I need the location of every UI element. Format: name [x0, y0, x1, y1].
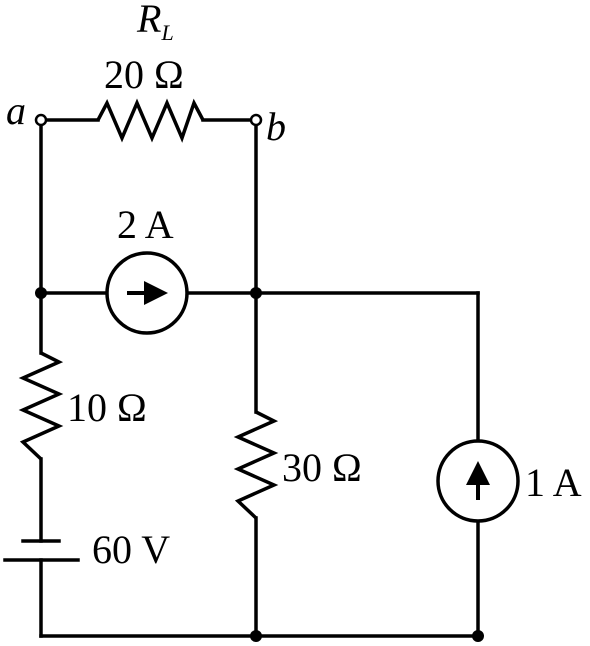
node-bottom-right	[472, 630, 484, 642]
resistor-10-ohm-label: 10 Ω	[67, 385, 147, 430]
voltage-source-60v	[5, 541, 78, 560]
terminal-a-label: a	[6, 88, 26, 133]
terminal-b-label: b	[266, 104, 286, 149]
node-middle	[250, 287, 262, 299]
resistor-30-ohm-label: 30 Ω	[282, 445, 362, 490]
load-resistor-value: 20 Ω	[104, 52, 184, 97]
terminal-b-dot	[251, 115, 261, 125]
current-source-1a	[438, 441, 518, 521]
current-source-2a	[107, 253, 187, 333]
current-source-1a-label: 1 A	[525, 460, 582, 505]
resistor-10-ohm	[23, 353, 59, 459]
load-resistor	[98, 103, 203, 138]
node-bottom-middle	[250, 630, 262, 642]
node-left	[35, 287, 47, 299]
voltage-source-label: 60 V	[92, 527, 171, 572]
load-resistor-subscript: L	[161, 20, 174, 45]
terminal-a-dot	[36, 115, 46, 125]
resistor-30-ohm	[238, 412, 274, 518]
current-source-2a-label: 2 A	[117, 202, 174, 247]
load-resistor-name: $R_L$	[137, 0, 174, 45]
